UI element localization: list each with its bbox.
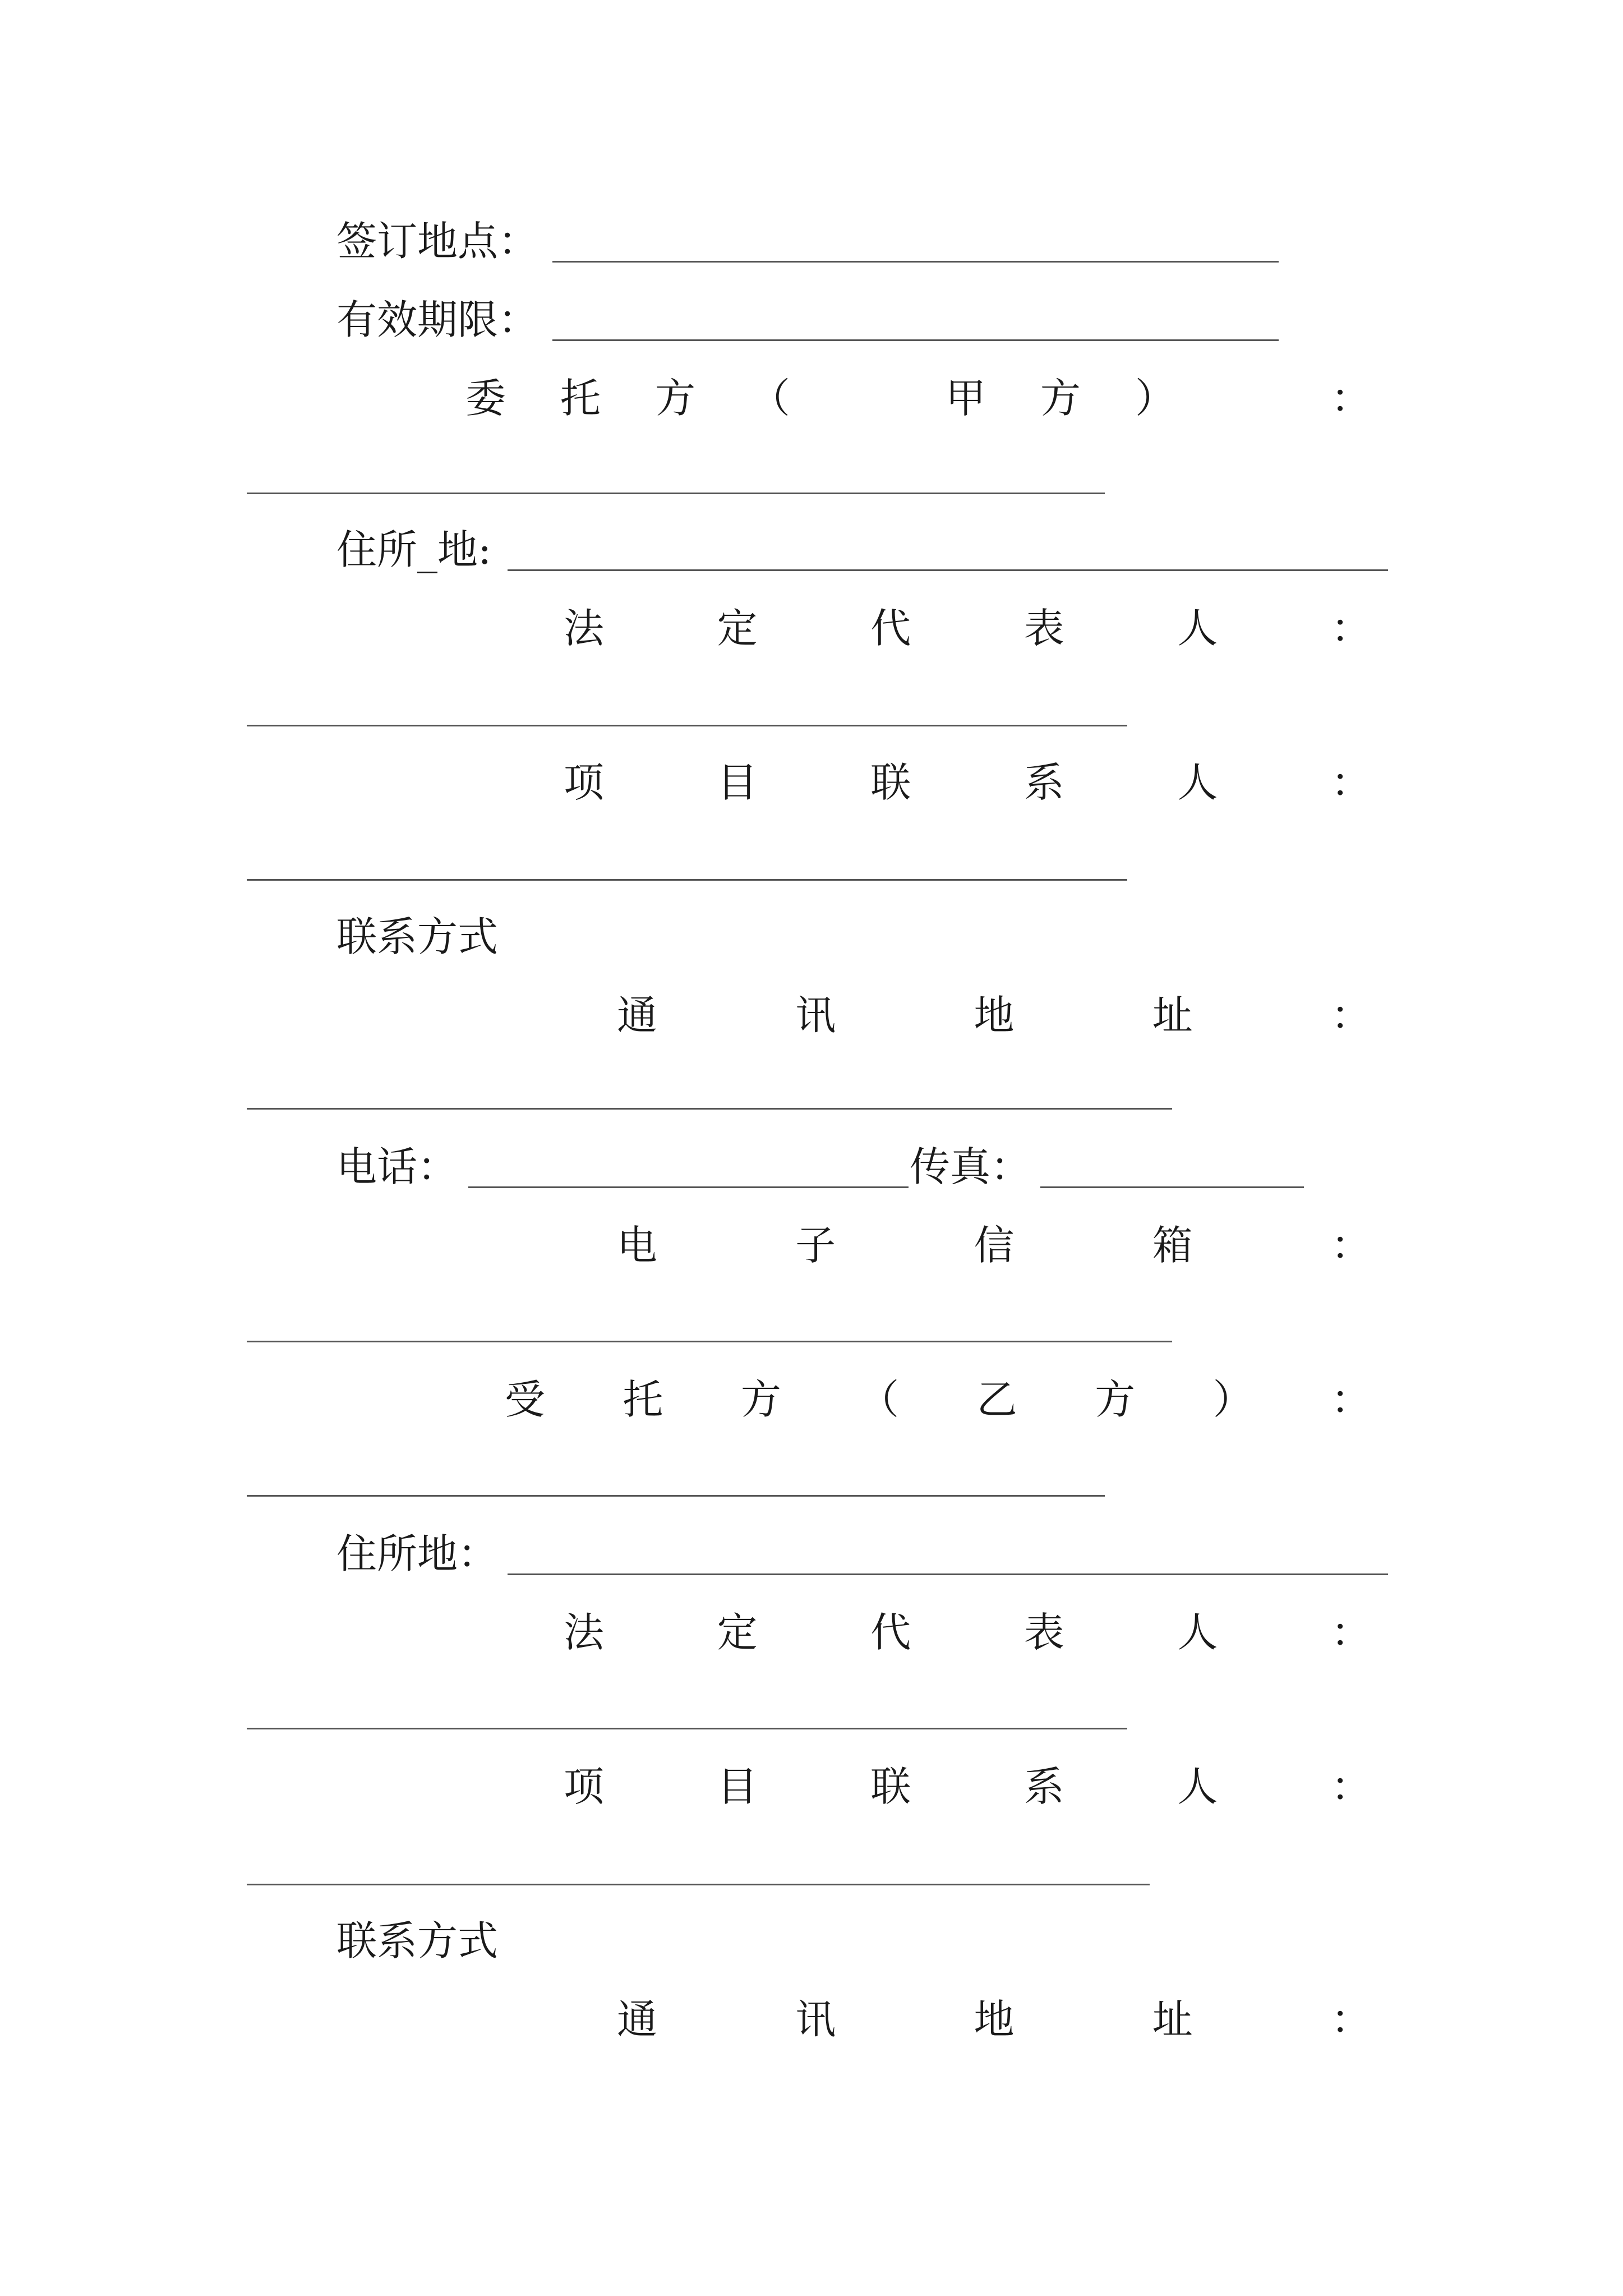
spread-char: 子	[795, 1222, 836, 1269]
project-contact-a-field[interactable]	[247, 879, 1127, 881]
spread-char: 信	[974, 1222, 1015, 1269]
email-a-heading	[617, 1220, 1371, 1271]
spread-char: ：	[1330, 375, 1371, 422]
spread-char: 定	[717, 1609, 758, 1656]
fax-field[interactable]	[1040, 1186, 1304, 1188]
legal-rep-b-field[interactable]	[247, 1728, 1127, 1729]
legal-rep-a-field[interactable]	[247, 725, 1127, 726]
project-contact-b-field[interactable]	[247, 1884, 1150, 1885]
spread-char: 讯	[795, 992, 836, 1039]
spread-char: 方	[1095, 1376, 1136, 1423]
spread-char: ：	[1330, 1763, 1371, 1810]
spread-char: ：	[1330, 1376, 1371, 1423]
contact-method-a-label: 联系方式	[336, 913, 499, 960]
spread-char: ：	[1330, 1609, 1371, 1656]
party-b-residence-field[interactable]	[508, 1573, 1388, 1575]
spread-char: 乙	[976, 1376, 1017, 1423]
project-contact-b-heading	[564, 1761, 1371, 1812]
spread-char: 系	[1023, 1763, 1064, 1810]
spread-char: 人	[1177, 605, 1218, 652]
project-contact-a-heading	[564, 757, 1371, 808]
spread-char: 代	[870, 1609, 911, 1656]
spread-char: 定	[717, 605, 758, 652]
spread-char: 甲	[945, 375, 986, 422]
spread-char: 箱	[1152, 1222, 1193, 1269]
spread-char: 址	[1152, 992, 1193, 1039]
residence-label-colon: :	[478, 526, 492, 573]
spread-char: 法	[564, 605, 605, 652]
party-b-residence-label: 住所地：	[336, 1530, 499, 1577]
address-a-heading	[617, 990, 1371, 1041]
address-a-field[interactable]	[247, 1108, 1172, 1110]
spread-char: 人	[1177, 1763, 1218, 1810]
legal-rep-a-heading	[564, 603, 1371, 654]
party-b-field[interactable]	[247, 1495, 1105, 1497]
spread-char: ：	[1330, 759, 1371, 806]
validity-label: 有效期限：	[336, 296, 539, 343]
spread-char: ：	[1330, 992, 1371, 1039]
party-a-field[interactable]	[247, 493, 1105, 494]
spread-char: 项	[564, 1763, 605, 1810]
spread-char: ：	[1330, 1996, 1371, 2043]
spread-char: 人	[1177, 1609, 1218, 1656]
party-a-residence-label	[336, 524, 491, 575]
spread-char: 人	[1177, 759, 1218, 806]
spread-char: 方	[1040, 375, 1081, 422]
spread-char: 目	[717, 1763, 758, 1810]
phone-label: 电话：	[336, 1143, 458, 1190]
spread-char: 通	[617, 992, 658, 1039]
spread-char: 联	[870, 759, 911, 806]
spread-char: 联	[870, 1763, 911, 1810]
spread-char: 委	[465, 375, 506, 422]
spread-char: ：	[1330, 1222, 1371, 1269]
residence-label-text: 住所_地	[336, 526, 478, 573]
spread-char: 目	[717, 759, 758, 806]
legal-rep-b-heading	[564, 1607, 1371, 1658]
spread-char: 地	[974, 1996, 1015, 2043]
spread-char: 表	[1023, 1609, 1064, 1656]
spread-char: 方	[654, 375, 695, 422]
spread-char: 方	[740, 1376, 781, 1423]
spread-char: ）	[1135, 375, 1175, 422]
fax-label: 传真：	[910, 1143, 1031, 1190]
address-b-heading	[617, 1994, 1371, 2045]
spread-char: 讯	[795, 1996, 836, 2043]
spread-char: 托	[623, 1376, 663, 1423]
spread-char: 表	[1023, 605, 1064, 652]
signing-place-label: 签订地点：	[336, 218, 539, 265]
spread-char: 电	[617, 1222, 658, 1269]
spread-char: （	[859, 1376, 900, 1423]
spread-char: 项	[564, 759, 605, 806]
spread-char: 托	[560, 375, 601, 422]
spread-char: 受	[505, 1376, 546, 1423]
spread-char: 址	[1152, 1996, 1193, 2043]
spread-char: 代	[870, 605, 911, 652]
party-a-heading	[465, 373, 1371, 424]
contact-method-b-label: 联系方式	[336, 1917, 499, 1964]
validity-field[interactable]	[552, 339, 1279, 341]
party-a-residence-field[interactable]	[508, 569, 1388, 571]
phone-field[interactable]	[468, 1186, 909, 1188]
spread-char: 法	[564, 1609, 605, 1656]
spread-char: （	[749, 375, 790, 422]
party-b-heading	[505, 1374, 1371, 1425]
spread-char: 系	[1023, 759, 1064, 806]
spread-char: 地	[974, 992, 1015, 1039]
spread-char: ）	[1212, 1376, 1253, 1423]
spread-char: 通	[617, 1996, 658, 2043]
email-a-field[interactable]	[247, 1341, 1172, 1342]
signing-place-field[interactable]	[552, 261, 1279, 263]
spread-char: ：	[1330, 605, 1371, 652]
